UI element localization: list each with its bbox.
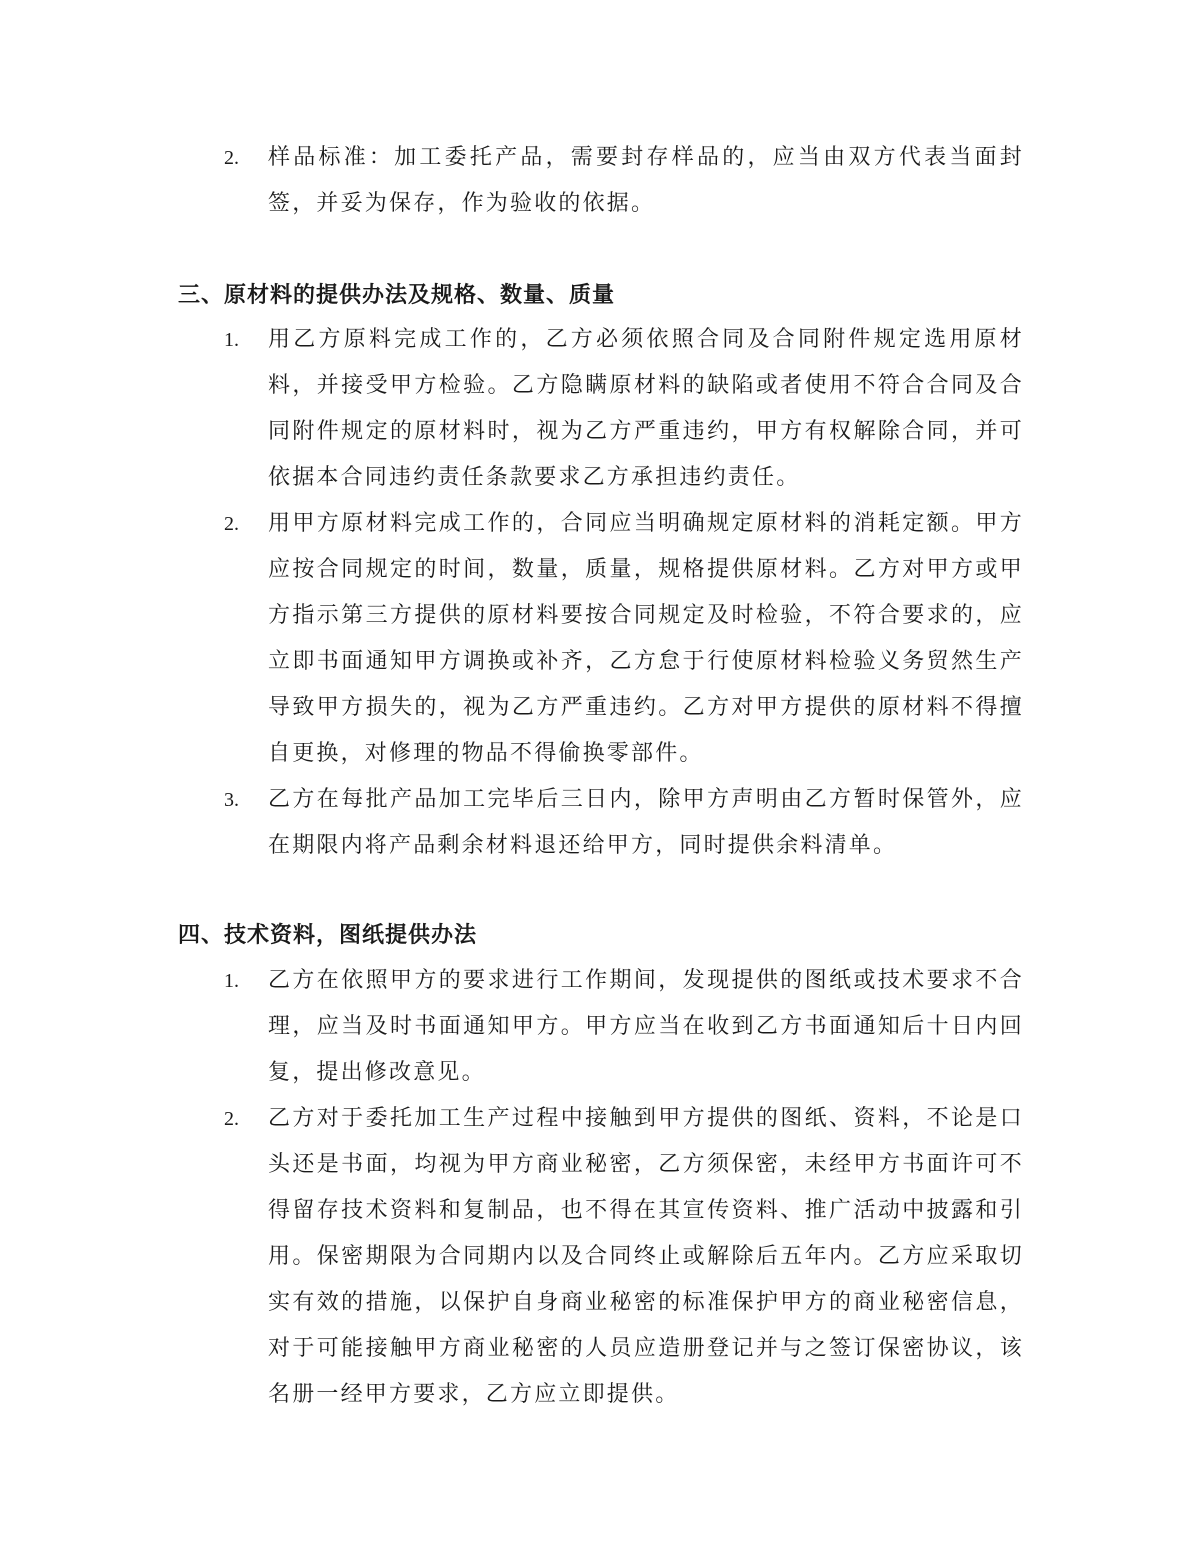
list-item-number: 1.: [224, 329, 239, 351]
section-4-list: [0, 958, 1200, 1418]
top-list-item: [0, 135, 1200, 227]
section-3-heading: 三、原材料的提供办法及规格、数量、质量: [178, 282, 616, 308]
list-item-number: 2.: [224, 1108, 239, 1130]
list-item-text: 乙方在依照甲方的要求进行工作期间，发现提供的图纸或技术要求不合理，应当及时书面通知甲方。甲方应当在收到乙方书面通知后十日内回复，提出修改意见。: [268, 968, 1024, 1085]
list-item: [224, 777, 1024, 869]
list-item: [224, 958, 1024, 1096]
list-item: [224, 501, 1024, 777]
list-item: [224, 135, 1024, 227]
list-item-number: 1.: [224, 970, 239, 992]
section-4-heading: 四、技术资料，图纸提供办法: [178, 922, 478, 948]
list-item-number: 2.: [224, 147, 239, 169]
list-item: [224, 317, 1024, 501]
list-item-number: 2.: [224, 513, 239, 535]
list-item: [224, 1096, 1024, 1418]
list-item-text: 样品标准：加工委托产品，需要封存样品的，应当由双方代表当面封签，并妥为保存，作为验收的依据。: [268, 145, 1024, 216]
section-3-list: [0, 317, 1200, 869]
list-item-text: 用甲方原材料完成工作的，合同应当明确规定原材料的消耗定额。甲方应按合同规定的时间，数量，质量，规格提供原材料。乙方对甲方或甲方指示第三方提供的原材料要按合同规定及时检验，不符合要求的，应立即书面通知甲方调换或补齐，乙方怠于行使原材料检验义务贸然生产导致甲方损失的，视为乙方严重违约。乙方对甲方提供的原材料不得擅自更换，对修理的物品不得偷换零部件。: [268, 511, 1024, 766]
list-item-text: 乙方对于委托加工生产过程中接触到甲方提供的图纸、资料，不论是口头还是书面，均视为甲方商业秘密，乙方须保密，未经甲方书面许可不得留存技术资料和复制品，也不得在其宣传资料、推广活动中披露和引用。保密期限为合同期内以及合同终止或解除后五年内。乙方应采取切实有效的措施，以保护自身商业秘密的标准保护甲方的商业秘密信息，对于可能接触甲方商业秘密的人员应造册登记并与之签订保密协议，该名册一经甲方要求，乙方应立即提供。: [268, 1106, 1024, 1407]
list-item-text: 用乙方原料完成工作的，乙方必须依照合同及合同附件规定选用原材料，并接受甲方检验。乙方隐瞒原材料的缺陷或者使用不符合合同及合同附件规定的原材料时，视为乙方严重违约，甲方有权解除合同，并可依据本合同违约责任条款要求乙方承担违约责任。: [268, 327, 1024, 490]
list-item-text: 乙方在每批产品加工完毕后三日内，除甲方声明由乙方暂时保管外，应在期限内将产品剩余材料退还给甲方，同时提供余料清单。: [268, 787, 1024, 858]
list-item-number: 3.: [224, 789, 239, 811]
